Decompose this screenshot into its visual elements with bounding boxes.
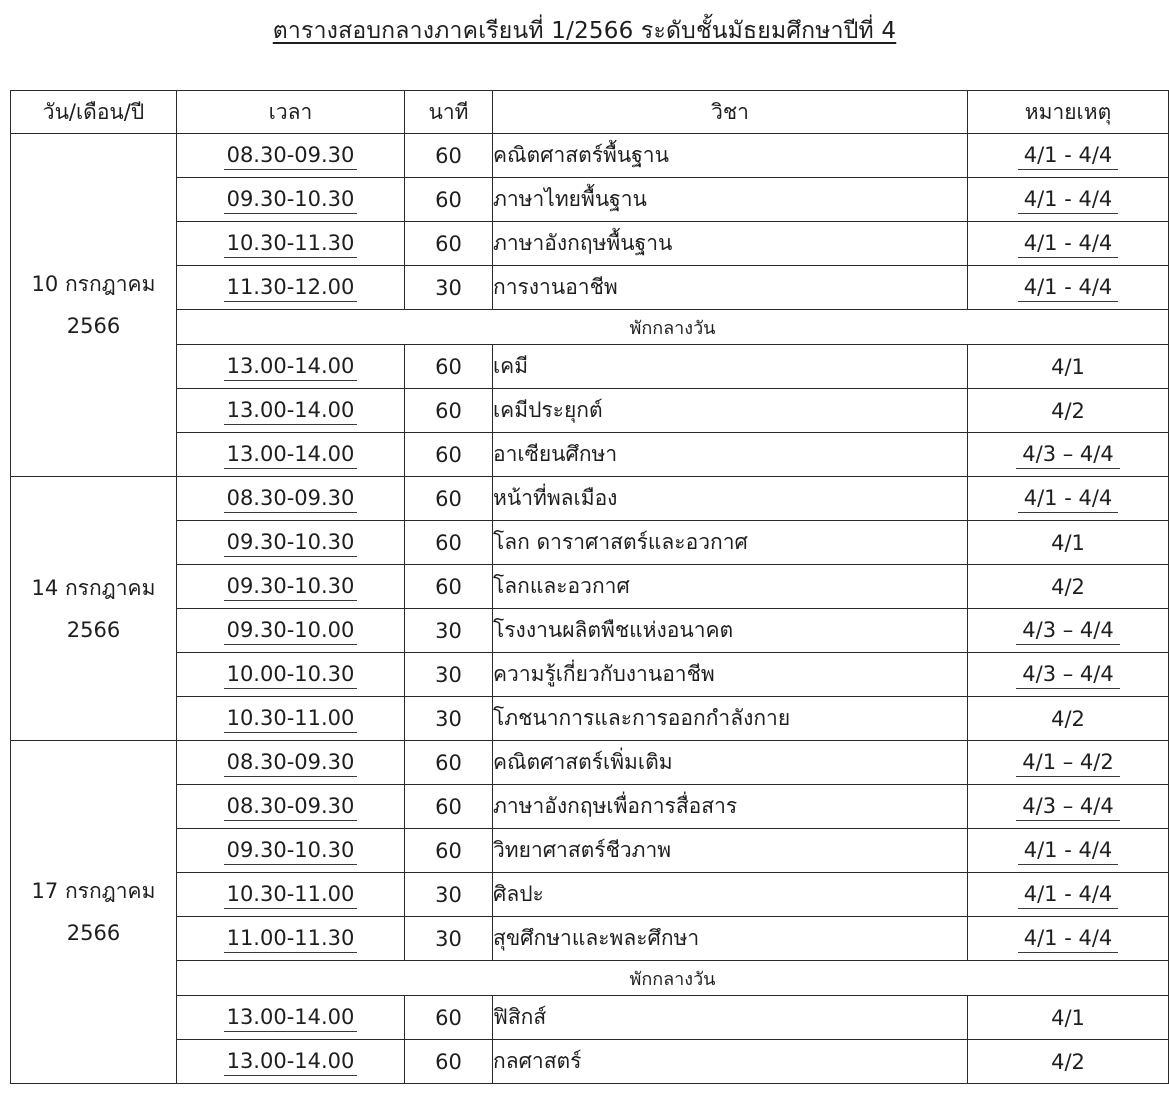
note-cell — [968, 565, 1169, 609]
header-time: เวลา — [177, 91, 405, 134]
subject-cell: โรงงานผลิตพืชแห่งอนาคต — [493, 609, 968, 653]
minutes-cell: 30 — [405, 266, 493, 310]
time-value: 09.30-10.30 — [224, 837, 358, 865]
note-value: 4/3 – 4/4 — [1016, 617, 1119, 645]
subject-cell: อาเซียนศึกษา — [493, 433, 968, 477]
note-cell — [968, 697, 1169, 741]
note-value: 4/1 - 4/4 — [1018, 274, 1119, 302]
note-cell — [968, 134, 1169, 178]
note-cell — [968, 1040, 1169, 1084]
table-row — [11, 873, 1169, 917]
table-header — [11, 91, 1169, 134]
table-row — [11, 653, 1169, 697]
minutes-cell: 60 — [405, 1040, 493, 1084]
table-row — [11, 565, 1169, 609]
date-day-month: 14 กรกฎาคม — [31, 575, 156, 600]
table-row — [11, 521, 1169, 565]
time-value: 08.30-09.30 — [224, 485, 358, 513]
table-row — [11, 345, 1169, 389]
table-row — [11, 609, 1169, 653]
time-cell — [177, 741, 405, 785]
minutes-cell: 30 — [405, 917, 493, 961]
page-title: ตารางสอบกลางภาคเรียนที่ 1/2566 ระดับชั้นมัธยมศึกษาปีที่ 4 — [272, 18, 897, 44]
table-row — [11, 477, 1169, 521]
time-cell — [177, 917, 405, 961]
break-row — [11, 310, 1169, 345]
time-value: 09.30-10.30 — [224, 529, 358, 557]
minutes-cell: 60 — [405, 996, 493, 1040]
time-cell — [177, 178, 405, 222]
time-value: 11.30-12.00 — [224, 274, 358, 302]
minutes-cell: 30 — [405, 609, 493, 653]
table-row — [11, 266, 1169, 310]
lunch-break-cell: พักกลางวัน — [177, 310, 1169, 345]
minutes-cell: 60 — [405, 433, 493, 477]
note-value: 4/2 — [1051, 574, 1085, 599]
date-year: 2566 — [66, 617, 121, 642]
note-value: 4/1 - 4/4 — [1018, 837, 1119, 865]
subject-cell: ฟิสิกส์ — [493, 996, 968, 1040]
subject-cell: คณิตศาสตร์เพิ่มเติม — [493, 741, 968, 785]
note-cell — [968, 477, 1169, 521]
note-value: 4/3 – 4/4 — [1016, 661, 1119, 689]
date-year: 2566 — [66, 921, 121, 945]
time-value: 08.30-09.30 — [224, 793, 358, 821]
time-cell — [177, 697, 405, 741]
minutes-cell: 60 — [405, 178, 493, 222]
table-row — [11, 829, 1169, 873]
subject-cell: คณิตศาสตร์พื้นฐาน — [493, 134, 968, 178]
time-value: 10.30-11.00 — [224, 881, 358, 909]
note-value: 4/1 – 4/2 — [1016, 749, 1119, 777]
note-value: 4/2 — [1051, 706, 1085, 731]
time-value: 10.30-11.30 — [224, 230, 358, 258]
table-row — [11, 1040, 1169, 1084]
time-value: 13.00-14.00 — [224, 353, 358, 381]
table-row — [11, 178, 1169, 222]
note-value: 4/1 - 4/4 — [1018, 142, 1119, 170]
note-cell — [968, 178, 1169, 222]
note-value: 4/1 - 4/4 — [1018, 230, 1119, 258]
table-row — [11, 222, 1169, 266]
table-row — [11, 697, 1169, 741]
time-value: 08.30-09.30 — [224, 749, 358, 777]
note-cell — [968, 785, 1169, 829]
note-cell — [968, 521, 1169, 565]
date-day-month: 10 กรกฎาคม — [31, 272, 156, 296]
subject-cell: กลศาสตร์ — [493, 1040, 968, 1084]
note-cell — [968, 345, 1169, 389]
date-day-month: 17 กรกฎาคม — [31, 879, 156, 903]
note-value: 4/3 – 4/4 — [1016, 441, 1119, 469]
subject-cell: เคมี — [493, 345, 968, 389]
time-value: 09.30-10.30 — [224, 186, 358, 214]
subject-cell: โภชนาการและการออกกำลังกาย — [493, 697, 968, 741]
header-minutes: นาที — [405, 91, 493, 134]
time-value: 09.30-10.00 — [224, 617, 358, 645]
minutes-cell: 60 — [405, 134, 493, 178]
time-cell — [177, 785, 405, 829]
subject-cell: หน้าที่พลเมือง — [493, 477, 968, 521]
minutes-cell: 60 — [405, 741, 493, 785]
note-value: 4/2 — [1051, 1049, 1085, 1074]
header-date: วัน/เดือน/ปี — [11, 91, 177, 134]
subject-cell: ภาษาอังกฤษเพื่อการสื่อสาร — [493, 785, 968, 829]
note-value: 4/3 – 4/4 — [1016, 793, 1119, 821]
time-cell — [177, 609, 405, 653]
date-cell — [11, 477, 177, 741]
table-row — [11, 389, 1169, 433]
table-row — [11, 785, 1169, 829]
note-cell — [968, 222, 1169, 266]
note-cell — [968, 917, 1169, 961]
note-cell — [968, 433, 1169, 477]
minutes-cell: 60 — [405, 345, 493, 389]
note-value: 4/1 - 4/4 — [1018, 925, 1119, 953]
time-cell — [177, 1040, 405, 1084]
minutes-cell: 60 — [405, 785, 493, 829]
minutes-cell: 60 — [405, 565, 493, 609]
note-cell — [968, 266, 1169, 310]
time-cell — [177, 134, 405, 178]
time-cell — [177, 389, 405, 433]
minutes-cell: 60 — [405, 829, 493, 873]
note-cell — [968, 609, 1169, 653]
time-cell — [177, 565, 405, 609]
subject-cell: ความรู้เกี่ยวกับงานอาชีพ — [493, 653, 968, 697]
header-subject: วิชา — [493, 91, 968, 134]
date-year: 2566 — [66, 314, 121, 338]
note-cell — [968, 873, 1169, 917]
time-cell — [177, 222, 405, 266]
table-body — [11, 134, 1169, 1084]
table-row — [11, 741, 1169, 785]
time-cell — [177, 266, 405, 310]
time-value: 10.00-10.30 — [224, 661, 358, 689]
time-value: 10.30-11.00 — [224, 705, 358, 733]
subject-cell: เคมีประยุกต์ — [493, 389, 968, 433]
time-cell — [177, 873, 405, 917]
minutes-cell: 60 — [405, 521, 493, 565]
note-value: 4/1 - 4/4 — [1018, 881, 1119, 909]
time-value: 13.00-14.00 — [224, 1048, 358, 1076]
subject-cell: ภาษาอังกฤษพื้นฐาน — [493, 222, 968, 266]
note-value: 4/1 — [1051, 530, 1085, 555]
minutes-cell: 30 — [405, 653, 493, 697]
time-value: 13.00-14.00 — [224, 1004, 358, 1032]
note-value: 4/1 - 4/4 — [1018, 186, 1119, 214]
subject-cell: ศิลปะ — [493, 873, 968, 917]
note-cell — [968, 389, 1169, 433]
time-value: 13.00-14.00 — [224, 397, 358, 425]
time-cell — [177, 345, 405, 389]
time-cell — [177, 996, 405, 1040]
note-value: 4/1 — [1051, 1005, 1085, 1030]
time-value: 13.00-14.00 — [224, 441, 358, 469]
minutes-cell: 60 — [405, 222, 493, 266]
table-row — [11, 433, 1169, 477]
note-cell — [968, 741, 1169, 785]
note-cell — [968, 653, 1169, 697]
date-cell — [11, 134, 177, 477]
date-cell — [11, 741, 177, 1084]
exam-schedule-table — [10, 90, 1169, 1084]
time-cell — [177, 433, 405, 477]
note-value: 4/1 — [1051, 354, 1085, 379]
table-row — [11, 134, 1169, 178]
header-note: หมายเหตุ — [968, 91, 1169, 134]
subject-cell: โลก ดาราศาสตร์และอวกาศ — [493, 521, 968, 565]
time-cell — [177, 653, 405, 697]
time-cell — [177, 521, 405, 565]
subject-cell: สุขศึกษาและพละศึกษา — [493, 917, 968, 961]
note-value: 4/2 — [1051, 398, 1085, 423]
table-row — [11, 996, 1169, 1040]
time-cell — [177, 477, 405, 521]
break-row — [11, 961, 1169, 996]
header-row — [11, 91, 1169, 134]
minutes-cell: 30 — [405, 873, 493, 917]
note-cell — [968, 996, 1169, 1040]
time-cell — [177, 829, 405, 873]
time-value: 08.30-09.30 — [224, 142, 358, 170]
lunch-break-cell: พักกลางวัน — [177, 961, 1169, 996]
subject-cell: ภาษาไทยพื้นฐาน — [493, 178, 968, 222]
minutes-cell: 30 — [405, 697, 493, 741]
time-value: 09.30-10.30 — [224, 573, 358, 601]
note-cell — [968, 829, 1169, 873]
note-value: 4/1 - 4/4 — [1018, 485, 1119, 513]
subject-cell: การงานอาชีพ — [493, 266, 968, 310]
subject-cell: วิทยาศาสตร์ชีวภาพ — [493, 829, 968, 873]
minutes-cell: 60 — [405, 389, 493, 433]
subject-cell: โลกและอวกาศ — [493, 565, 968, 609]
table-row — [11, 917, 1169, 961]
minutes-cell: 60 — [405, 477, 493, 521]
time-value: 11.00-11.30 — [224, 925, 358, 953]
